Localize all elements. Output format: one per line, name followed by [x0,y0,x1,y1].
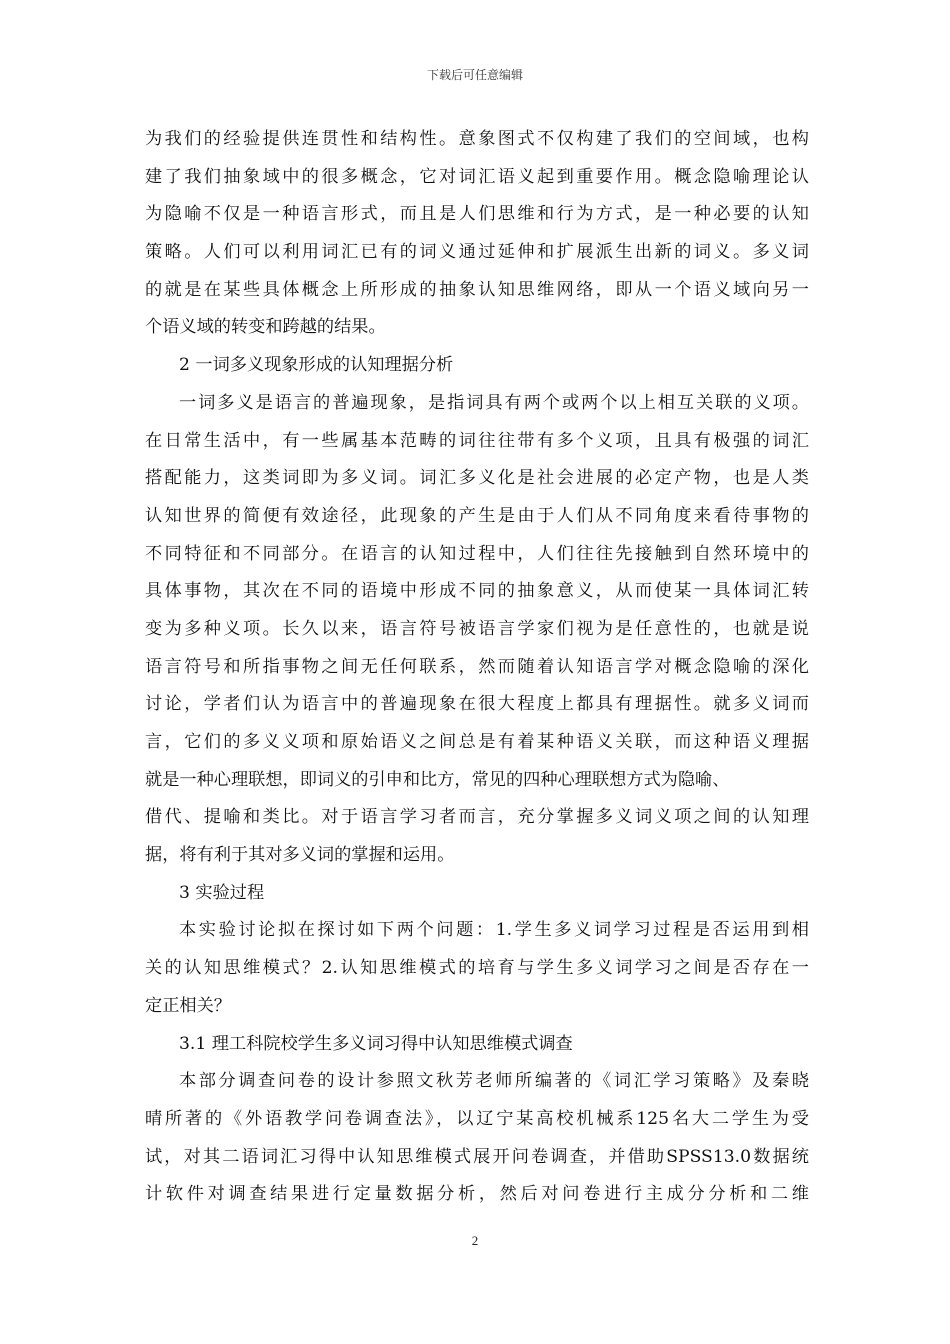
text-line: 为隐喻不仅是一种语言形式，而且是人们思维和行为方式，是一种必要的认知 [145,204,809,225]
text-line: 不同特征和不同部分。在语言的认知过程中，人们往往先接触到自然环境中的 [145,543,809,564]
text-line: 定正相关？ [145,995,231,1016]
text-line: 据，将有利于其对多义词的掌握和运用。 [145,845,455,866]
text-line: 言，它们的多义义项和原始语义之间总是有着某种语义关联，而这种语义理据 [145,732,809,752]
text-line: 晴所著的《外语教学问卷调查法》，以辽宁某高校机械系125名大二学生为受 [145,1108,809,1129]
text-line: 建了我们抽象域中的很多概念，它对词汇语义起到重要作用。概念隐喻理论认 [145,166,809,187]
section-heading-2: 2 一词多义现象形成的认知理据分析 [179,355,454,376]
paragraph-survey-design [145,1063,809,1214]
text-line: 借代、提喻和类比。对于语言学习者而言，充分掌握多义词义项之间的认知理 [145,807,809,828]
paragraph-polysemy-analysis [145,385,809,875]
text-line: 计软件对调查结果进行定量数据分析，然后对问卷进行主成分分析和二维 [145,1184,809,1205]
text-line: 本部分调查问卷的设计参照文秋芳老师所编著的《词汇学习策略》及秦晓 [179,1071,809,1092]
text-line: 关的认知思维模式？2.认知思维模式的培育与学生多义词学习之间是否存在一 [145,958,809,979]
section-heading-3-1: 3.1 理工科院校学生多义词习得中认知思维模式调查 [179,1033,573,1054]
text-line: 语言符号和所指事物之间无任何联系，然而随着认知语言学对概念隐喻的深化 [145,656,809,677]
text-line: 策略。人们可以利用词汇已有的词义通过延伸和扩展派生出新的词义。多义词 [145,242,809,263]
text-line: 讨论，学者们认为语言中的普遍现象在很大程度上都具有理据性。就多义词而 [145,694,809,715]
page-header: 下载后可任意编辑 [426,68,523,82]
text-line: 具体事物，其次在不同的语境中形成不同的抽象意义，从而使某一具体词汇转 [145,581,809,602]
text-line: 在日常生活中，有一些属基本范畴的词往往带有多个义项，且具有极强的词汇 [145,430,809,451]
paragraph-cognitive-theory [145,121,809,347]
text-line: 本实验讨论拟在探讨如下两个问题：1.学生多义词学习过程是否运用到相 [179,920,809,941]
page-number: 2 [471,1233,479,1248]
text-line: 认知世界的简便有效途径，此现象的产生是由于人们从不同角度来看待事物的 [145,505,809,526]
text-line: 搭配能力，这类词即为多义词。词汇多义化是社会进展的必定产物，也是人类 [145,468,809,489]
text-line: 为我们的经验提供连贯性和结构性。意象图式不仅构建了我们的空间域，也构 [145,129,809,149]
text-line: 变为多种义项。长久以来，语言符号被语言学家们视为是任意性的，也就是说 [145,618,809,639]
section-heading-3: 3 实验过程 [179,882,265,903]
text-line: 个语义域的转变和跨越的结果。 [145,317,386,338]
document-body [145,121,809,1214]
paragraph-experiment-questions [145,912,809,1025]
text-line: 试，对其二语词汇习得中认知思维模式展开问卷调查，并借助SPSS13.0数据统 [145,1146,809,1167]
text-line: 的就是在某些具体概念上所形成的抽象认知思维网络，即从一个语义域向另一 [145,279,809,300]
text-line: 就是一种心理联想，即词义的引申和比方，常见的四种心理联想方式为隐喻、 [145,769,730,790]
text-line: 一词多义是语言的普遍现象，是指词具有两个或两个以上相互关联的义项。 [179,392,809,413]
